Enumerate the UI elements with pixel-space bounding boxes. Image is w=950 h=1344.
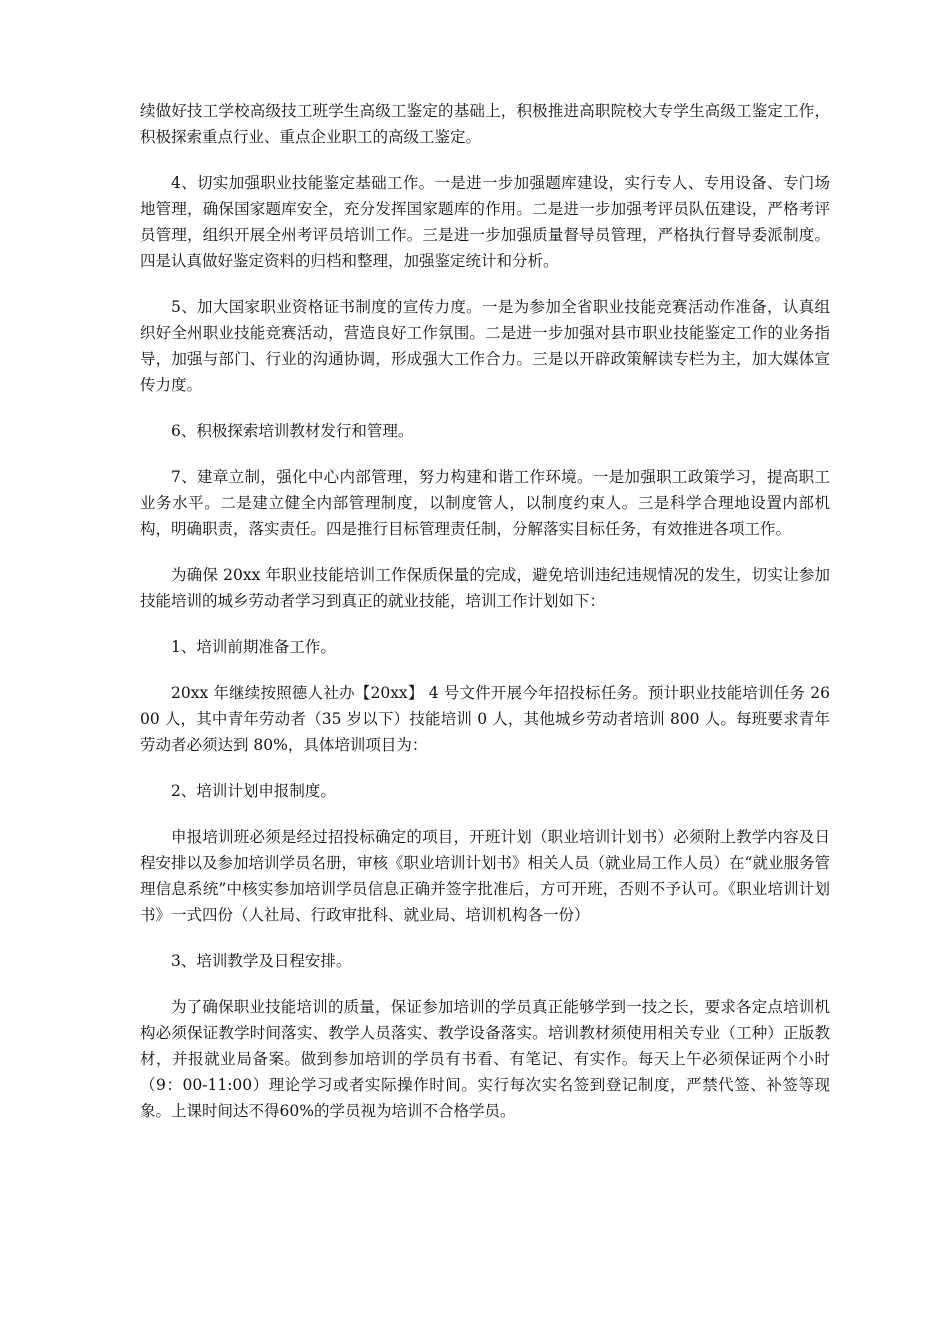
heading-plan-declaration: 2、培训计划申报制度。	[171, 782, 336, 800]
paragraph-item-7: 7、建章立制，强化中心内部管理，努力构建和谐工作环境。一是加强职工政策学习，提高职工业务水平。二是建立健全内部管理制度，以制度管人，以制度约束人。三是科学合理地设置内部机构，明确职责，落实责任。四是推行目标管理责任制，分解落实目标任务，有效推进各项工作。	[140, 468, 830, 538]
paragraph-item-5: 5、加大国家职业资格证书制度的宣传力度。一是为参加全省职业技能竞赛活动作准备，认真组织好全州职业技能竞赛活动，营造良好工作氛围。二是进一步加强对县市职业技能鉴定工作的业务指导，加强与部门、行业的沟通协调，形成强大工作合力。三是以开辟政策解读专栏为主，加大媒体宣传力度。	[140, 298, 830, 394]
document-body	[140, 98, 830, 1144]
heading-teaching-schedule: 3、培训教学及日程安排。	[171, 952, 352, 970]
paragraph-teaching-schedule: 为了确保职业技能培训的质量，保证参加培训的学员真正能够学到一技之长，要求各定点培训机构必须保证教学时间落实、教学人员落实、教学设备落实。培训教材须使用相关专业（工种）正版教材，并报就业局备案。做到参加培训的学员有书看、有笔记、有实作。每天上午必须保证两个小时（9：00-11:00）理论学习或者实际操作时间。实行每次实名签到登记制度，严禁代签、补签等现象。上课时间达不得60%的学员视为培训不合格学员。	[140, 998, 830, 1120]
paragraph-preparation: 20xx 年继续按照德人社办【20xx】 4 号文件开展今年招投标任务。预计职业技能培训任务 2600 人，其中青年劳动者（35 岁以下）技能培训 0 人，其他城乡劳动者培训 800 人。每班要求青年劳动者必须达到 80%，具体培训项目为：	[140, 684, 830, 754]
paragraph-item-6: 6、积极探索培训教材发行和管理。	[171, 422, 414, 440]
paragraph-item-4: 4、切实加强职业技能鉴定基础工作。一是进一步加强题库建设，实行专人、专用设备、专门场地管理，确保国家题库安全，充分发挥国家题库的作用。二是进一步加强考评员队伍建设，严格考评员管理，组织开展全州考评员培训工作。三是进一步加强质量督导员管理，严格执行督导委派制度。四是认真做好鉴定资料的归档和整理，加强鉴定统计和分析。	[140, 174, 830, 270]
paragraph-continued-intro: 续做好技工学校高级技工班学生高级工鉴定的基础上，积极推进高职院校大专学生高级工鉴定工作，积极探索重点行业、重点企业职工的高级工鉴定。	[140, 102, 830, 146]
paragraph-plan-intro: 为确保 20xx 年职业技能培训工作保质保量的完成，避免培训违纪违规情况的发生，切实让参加技能培训的城乡劳动者学习到真正的就业技能，培训工作计划如下：	[140, 566, 830, 610]
heading-preparation: 1、培训前期准备工作。	[171, 638, 336, 656]
paragraph-plan-declaration: 申报培训班必须是经过招投标确定的项目，开班计划（职业培训计划书）必须附上教学内容及日程安排以及参加培训学员名册，审核《职业培训计划书》相关人员（就业局工作人员）在“就业服务管理信息系统”中核实参加培训学员信息正确并签字批准后，方可开班，否则不予认可。《职业培训计划书》一式四份（人社局、行政审批科、就业局、培训机构各一份）	[140, 828, 830, 924]
